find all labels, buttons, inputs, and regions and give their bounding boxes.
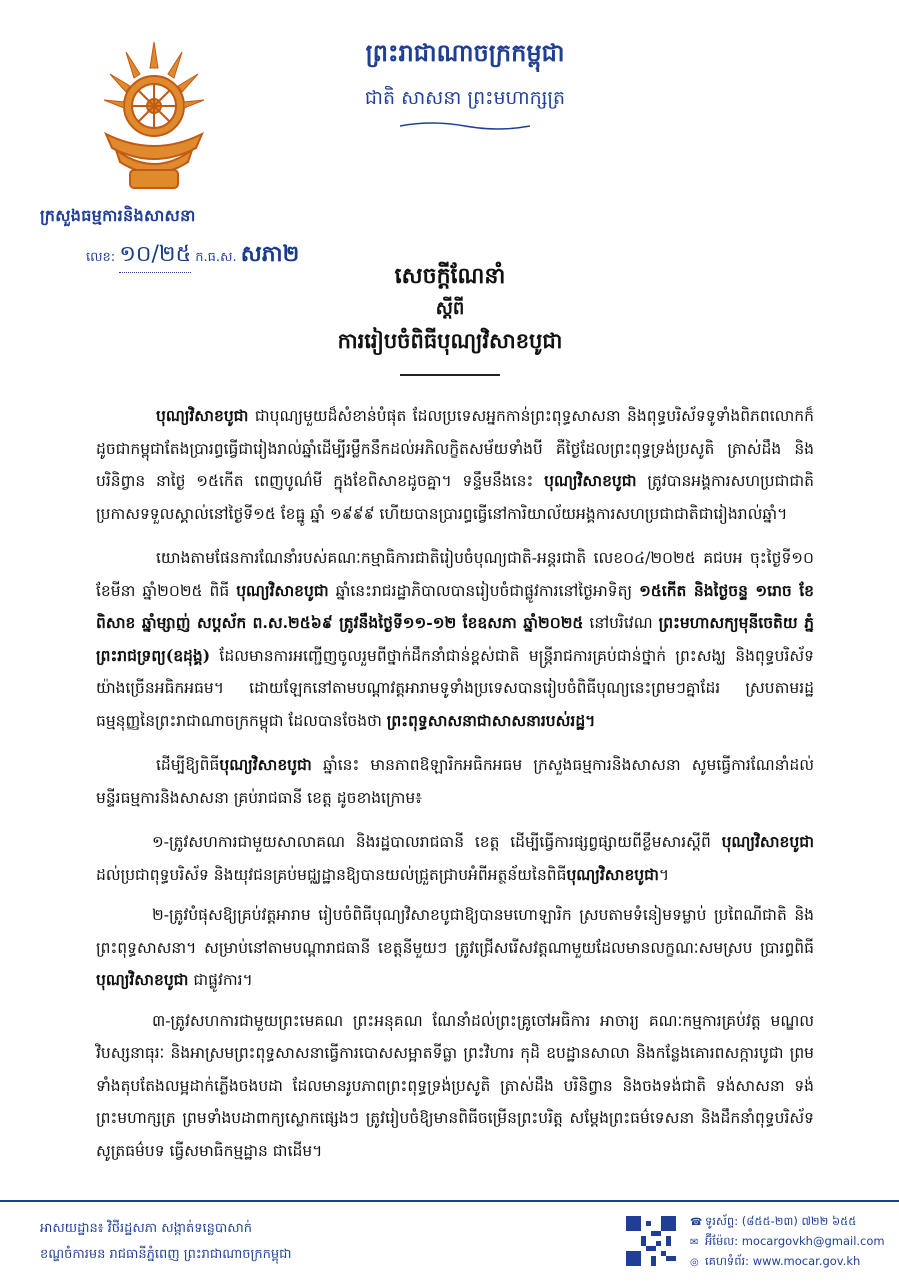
paragraph-3 — [96, 749, 814, 814]
web-label: គេហទំព័រ: — [705, 1254, 750, 1268]
footer-address — [40, 1216, 292, 1268]
paragraph-text: ១-ត្រូវសហការជាមួយសាលាគណ និងរដ្ឋបាលរាជធានី ខេត្ត ដើម្បីធ្វើការផ្សព្វផ្សាយពីខ្លឹមសារស្តីពី — [152, 833, 722, 851]
bold-term: បុណ្យវិសាខបូជា — [236, 580, 329, 600]
motto-ornament — [400, 120, 530, 132]
kingdom-title: ព្រះរាជាណាចក្រកម្ពុជា — [365, 39, 565, 67]
bold-term: បុណ្យវិសាខបូជា — [96, 970, 189, 989]
paragraph-text: ដល់ប្រជាពុទ្ធបរិស័ទ និងយុវជនគ្រប់មជ្ឈដ្ឋានឱ្យបានយល់ជ្រួតជ្រាបអំពីអត្ថន័យនៃពិធី — [96, 865, 567, 884]
bold-term: បុណ្យវិសាខបូជា — [219, 755, 312, 774]
document-topic: ការរៀបចំពិធីបុណ្យវិសាខបូជា — [337, 329, 563, 353]
paragraph-1 — [96, 400, 814, 530]
bold-date: ១៥កើត និងថ្ងៃចន្ទ ១រោច ខែពិសាខ ឆ្នាំម្សាញ់ សប្តស័ក ព.ស.២៥៦៩ ត្រូវនឹងថ្ងៃទី១១-១២ ខែឧសភា ឆ្នាំ២០២៥ — [96, 580, 814, 632]
bold-term: បុណ្យវិសាខបូជា — [156, 406, 249, 425]
footer-phone — [690, 1212, 885, 1232]
website-link[interactable]: www.mocar.gov.kh — [752, 1254, 861, 1268]
ref-year: សភា២ — [240, 242, 300, 267]
document-subtitle: ស្តីពី — [435, 298, 465, 319]
bold-term: បុណ្យវិសាខបូជា — [721, 832, 814, 851]
ref-separator: ក.ធ.ស. — [195, 250, 237, 265]
footer-website — [690, 1252, 885, 1272]
paragraph-text: ត្រូវបានអង្គការសហប្រជាជាតិប្រកាសទទួលស្គាល់នៅថ្ងៃទី១៥ ខែធ្នូ ឆ្នាំ ១៩៩៩ ហើយបានប្រារព្ធធ្វើនៅការិយាល័យអង្គការសហប្រជាជាតិជារៀងរាល់ឆ្នាំ។ — [96, 472, 814, 523]
paragraph-2 — [96, 542, 814, 737]
title-divider — [400, 374, 500, 376]
footer-email — [690, 1232, 885, 1252]
address-line-1: អាសយដ្ឋាន៖ វិថីរដ្ឋសភា សង្កាត់ទន្លេបាសាក់ — [40, 1221, 253, 1236]
paragraph-text: ។ — [658, 865, 670, 884]
instruction-item-3: ៣-ត្រូវសហការជាមួយព្រះមេគណ ព្រះអនុគណ ណែនាំដល់ព្រះគ្រូចៅអធិការ អាចារ្យ គណៈកម្មការគ្រប់វត្ត មណ្ឌលវិបស្សនាធុរៈ និងអាស្រមព្រះពុទ្ធសាសនាធ្វើការបោសសម្អាតទីធ្លា ព្រះវិហារ កុដិ ឧបដ្ឋានសាលា និងកន្លែងគោរពសក្ការបូជា ព្រមទាំងតុបតែងលម្អដាក់ភ្លើងចងបដា ដែលមានរូបភាពព្រះពុទ្ធទ្រង់ប្រសូតិ ត្រាស់ដឹង បរិនិព្វាន និងចងទង់ជាតិ ទង់សាសនា ទង់ព្រះមហាក្សត្រ ព្រមទាំងបដាពាក្យស្លោកផ្សេងៗ ត្រូវរៀបចំឱ្យមានពិធីចម្រើនព្រះបរិត្ត សម្តែងព្រះធម៌ទេសនា និងដឹកនាំពុទ្ធបរិស័ទសូត្រធម៌បទ ធ្វើសមាធិកម្មដ្ឋាន ជាដើម។ — [96, 1011, 814, 1160]
email-label: អ៊ីម៉ែល: — [705, 1234, 739, 1248]
bold-term: បុណ្យវិសាខបូជា — [566, 864, 659, 884]
paragraph-text: យោងតាមផែនការណែនាំរបស់គណៈកម្មាធិការជាតិរៀបចំបុណ្យជាតិ-អន្តរជាតិ លេខ០៤/២០២៥ គជបអ ចុះថ្ងៃទី១០ ខែមីនា ឆ្នាំ២០២៥ ពិធី — [96, 549, 814, 600]
document-body — [96, 400, 814, 1175]
national-motto: ជាតិ សាសនា ព្រះមហាក្សត្រ — [364, 87, 566, 109]
address-line-2: ខណ្ឌចំការមន រាជធានីភ្នំពេញ ព្រះរាជាណាចក្រកម្ពុជា — [40, 1247, 292, 1262]
phone-icon: ☎ — [690, 1217, 703, 1228]
instruction-item-2 — [96, 899, 814, 997]
paragraph-text: ជាផ្លូវការ។ — [188, 971, 253, 989]
bold-term: ព្រះពុទ្ធសាសនាជាសាសនារបស់រដ្ឋ។ — [386, 710, 596, 730]
ref-number: ១០/២៥ — [119, 240, 191, 273]
ministry-name: ក្រសួងធម្មការនិងសាសនា — [40, 206, 196, 225]
bold-location: ព្រះមហាសក្យមុនីចេតិយ ភ្នំព្រះរាជទ្រព្យ(ឧដុង្គ) — [96, 613, 814, 665]
paragraph-text: ២-ត្រូវបំផុសឱ្យគ្រប់វត្តអារាម រៀបចំពិធីបុណ្យវិសាខបូជាឱ្យបានមហោឡារិក ស្របតាមទំនៀមទម្លាប់ ប្រពៃណីជាតិ និងព្រះពុទ្ធសាសនា។ សម្រាប់នៅតាមបណ្តារាជធានី ខេត្តនីមួយៗ ត្រូវជ្រើសរើសវត្តណាមួយដែលមានលក្ខណៈសមស្រប ប្រារព្ធពិធី — [96, 906, 814, 957]
page-footer — [0, 1200, 899, 1282]
paragraph-text: ឆ្នាំនេះរាជរដ្ឋាភិបាលបានរៀបចំជាផ្លូវការនៅថ្ងៃអាទិត្យ — [328, 581, 640, 600]
footer-contact — [690, 1212, 885, 1272]
document-title: សេចក្តីណែនាំ — [394, 264, 506, 289]
globe-icon: ◎ — [690, 1257, 699, 1268]
email-icon: ✉ — [690, 1237, 699, 1248]
paragraph-text: ជាបុណ្យមួយដ៏សំខាន់បំផុត ដែលប្រទេសអ្នកកាន់ព្រះពុទ្ធសាសនា និងពុទ្ធបរិស័ទទូទាំងពិភពលោកក៏ដូចជាកម្ពុជាតែងប្រារព្ធធ្វើជារៀងរាល់ឆ្នាំដើម្បីរម្លឹកនឹកដល់អភិលក្ខិតសម័យទាំងបី គឺថ្ងៃដែលព្រះពុទ្ធទ្រង់ប្រសូតិ ត្រាស់ដឹង និងបរិនិព្វាន នាថ្ងៃ ១៥កើត ពេញបូណ៌មី ក្នុងខែពិសាខដូចគ្នា។ ទន្ទឹមនឹងនេះ — [96, 407, 814, 490]
bold-term: បុណ្យវិសាខបូជា — [544, 471, 637, 490]
phone-text: ទូរស័ព្ទ: (៨៥៥-២៣) ៧២២ ៦៥៥ — [705, 1214, 857, 1228]
ministry-emblem — [96, 38, 212, 198]
paragraph-text: ឆ្នាំនេះ មានភាពឱឡារិកអធិកអធម ក្រសួងធម្មការនិងសាសនា សូមធ្វើការណែនាំដល់មន្ទីរធម្មការនិងសាសនា គ្រប់រាជធានី ខេត្ត ដូចខាងក្រោម៖ — [96, 756, 814, 807]
paragraph-text: នៅបរិវេណ — [583, 614, 659, 632]
email-link[interactable]: mocargovkh@gmail.com — [741, 1234, 885, 1248]
qr-code-icon — [626, 1216, 676, 1266]
paragraph-text: ដើម្បីឱ្យពិធី — [156, 756, 220, 774]
paragraph-text: ដែលមានការអញ្ជើញចូលរួមពីថ្នាក់ដឹកនាំជាន់ខ្ពស់ជាតិ មន្ត្រីរាជការគ្រប់ជាន់ថ្នាក់ ព្រះសង្ឃ និងពុទ្ធបរិស័ទយ៉ាងច្រើនអធិកអធម។ ដោយឡែកនៅតាមបណ្តាវត្តអារាមទូទាំងប្រទេសបានរៀបចំពិធីបុណ្យនេះព្រមៗគ្នាដែរ ស្របតាមរដ្ឋធម្មនុញ្ញនៃព្រះរាជាណាចក្រកម្ពុជា ដែលបានចែងថា — [96, 646, 814, 730]
ref-label: លេខ: — [86, 250, 116, 265]
instruction-item-1 — [96, 826, 814, 891]
